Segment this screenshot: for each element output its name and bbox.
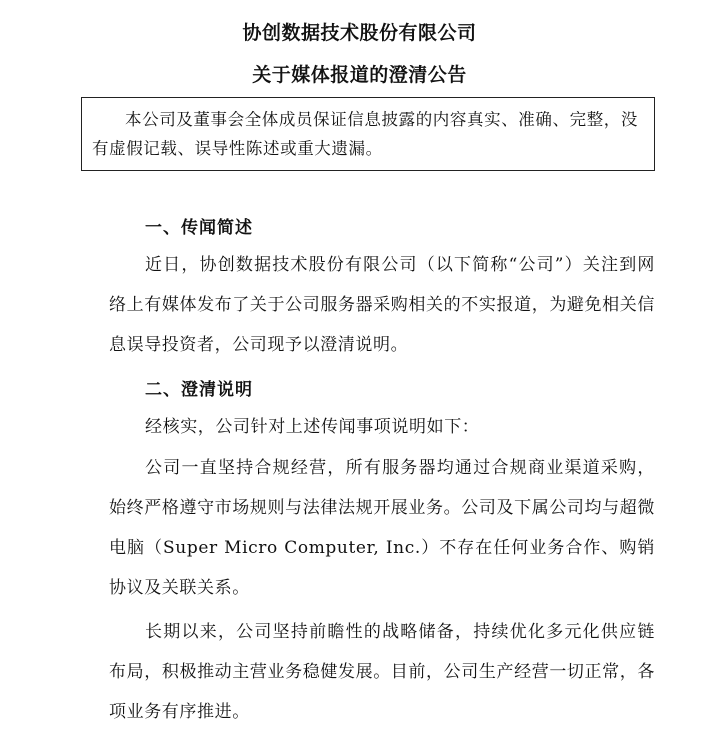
disclaimer-box: 本公司及董事会全体成员保证信息披露的内容真实、准确、完整，没有虚假记载、误导性陈述或重大遗漏。 [81,97,655,171]
company-name-title: 协创数据技术股份有限公司 [242,22,477,44]
section-heading-rumor: 一、传闻简述 [145,218,253,238]
paragraph-verification: 经核实，公司针对上述传闻事项说明如下： [145,417,480,437]
paragraph-strategy: 长期以来，公司坚持前瞻性的战略储备，持续优化多元化供应链布局，积极推动主营业务稳健发展。目前，公司生产经营一切正常，各项业务有序推进。 [109,622,655,722]
paragraph-compliance: 公司一直坚持合规经营，所有服务器均通过合规商业渠道采购，始终严格遵守市场规则与法律法规开展业务。公司及下属公司均与超微电脑（Super Micro Computer, Inc.）不存在任何业务合作、购销协议及关联关系。 [109,458,655,598]
paragraph-rumor-summary: 近日，协创数据技术股份有限公司（以下简称“公司”）关注到网络上有媒体发布了关于公司服务器采购相关的不实报道，为避免相关信息误导投资者，公司现予以澄清说明。 [109,255,655,355]
section-heading-clarification: 二、澄清说明 [145,380,253,400]
notice-title: 关于媒体报道的澄清公告 [252,64,467,86]
